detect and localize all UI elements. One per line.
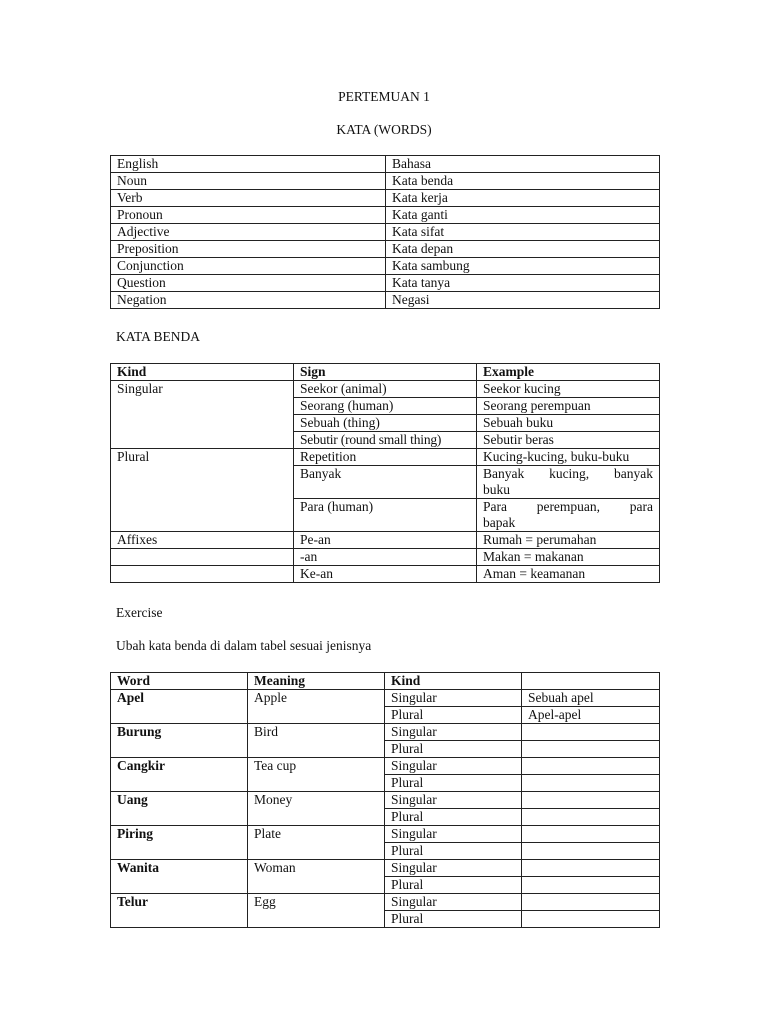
header-cell: Bahasa [386, 156, 660, 173]
table-cell: Adjective [111, 224, 386, 241]
kind-cell: Singular [111, 381, 294, 449]
table-cell: Kata sambung [386, 258, 660, 275]
meaning-cell: Apple [248, 690, 385, 724]
table-row [111, 690, 660, 707]
kind-cell: Singular [385, 724, 522, 741]
table-row [111, 258, 660, 275]
kind-cell: Plural [385, 707, 522, 724]
table-cell: Kata depan [386, 241, 660, 258]
table-header-row [111, 364, 660, 381]
table-cell: Kata sifat [386, 224, 660, 241]
section-heading-kata-benda: KATA BENDA [116, 329, 201, 344]
table-cell: Pronoun [111, 207, 386, 224]
kind-cell: Affixes [111, 532, 294, 549]
answer-cell[interactable] [522, 860, 660, 877]
kind-cell: Singular [385, 860, 522, 877]
table-header-row [111, 156, 660, 173]
example-line: buku [483, 482, 510, 497]
meaning-cell: Tea cup [248, 758, 385, 792]
word-cell: Uang [111, 792, 248, 826]
meaning-cell: Woman [248, 860, 385, 894]
answer-cell[interactable] [522, 894, 660, 911]
kind-cell: Singular [385, 792, 522, 809]
table-row [111, 224, 660, 241]
header-cell [522, 673, 660, 690]
header-cell: Meaning [248, 673, 385, 690]
table-cell: Kata tanya [386, 275, 660, 292]
table-row [111, 826, 660, 843]
table-cell: Kata ganti [386, 207, 660, 224]
example-line: Banyak kucing, banyak [483, 466, 653, 481]
header-cell: Kind [111, 364, 294, 381]
table-cell: Negation [111, 292, 386, 309]
words-table [110, 155, 660, 309]
kind-cell: Plural [111, 449, 294, 532]
example-cell: Seekor kucing [477, 381, 660, 398]
meaning-cell: Money [248, 792, 385, 826]
example-cell: Sebutir beras [477, 432, 660, 449]
table-cell: Question [111, 275, 386, 292]
table-row [111, 758, 660, 775]
exercise-label: Exercise [116, 605, 163, 620]
example-cell: Seorang perempuan [477, 398, 660, 415]
answer-cell[interactable] [522, 741, 660, 758]
answer-cell[interactable] [522, 792, 660, 809]
kind-cell [111, 549, 294, 566]
table-cell: Verb [111, 190, 386, 207]
word-cell: Telur [111, 894, 248, 928]
example-cell [477, 499, 660, 532]
answer-cell[interactable] [522, 809, 660, 826]
sign-cell: Sebuah (thing) [294, 415, 477, 432]
word-cell: Burung [111, 724, 248, 758]
word-cell: Apel [111, 690, 248, 724]
kind-cell: Plural [385, 809, 522, 826]
table-row [111, 275, 660, 292]
kind-cell: Plural [385, 843, 522, 860]
sign-cell: Ke-an [294, 566, 477, 583]
kind-cell: Plural [385, 877, 522, 894]
header-cell: Sign [294, 364, 477, 381]
header-cell: Example [477, 364, 660, 381]
example-cell [477, 466, 660, 499]
table-row [111, 894, 660, 911]
table-row [111, 792, 660, 809]
table-header-row [111, 673, 660, 690]
exercise-table [110, 672, 660, 928]
answer-cell[interactable] [522, 724, 660, 741]
answer-cell[interactable]: Apel-apel [522, 707, 660, 724]
table-cell: Kata kerja [386, 190, 660, 207]
answer-cell[interactable] [522, 758, 660, 775]
sign-cell: Seorang (human) [294, 398, 477, 415]
page-title: PERTEMUAN 1 [338, 89, 430, 104]
example-cell: Makan = makanan [477, 549, 660, 566]
sign-cell: Pe-an [294, 532, 477, 549]
sign-cell: Banyak [294, 466, 477, 499]
kind-cell: Plural [385, 775, 522, 792]
example-cell: Aman = keamanan [477, 566, 660, 583]
table-row [111, 532, 660, 549]
answer-cell[interactable] [522, 775, 660, 792]
meaning-cell: Egg [248, 894, 385, 928]
table-row [111, 381, 660, 398]
header-cell: Word [111, 673, 248, 690]
table-row [111, 241, 660, 258]
kind-cell: Singular [385, 758, 522, 775]
kind-cell [111, 566, 294, 583]
kind-cell: Plural [385, 911, 522, 928]
answer-cell[interactable]: Sebuah apel [522, 690, 660, 707]
sign-cell: Repetition [294, 449, 477, 466]
table-row [111, 566, 660, 583]
example-line: bapak [483, 515, 516, 530]
example-line: Para perempuan, para [483, 499, 653, 514]
table-row [111, 860, 660, 877]
example-cell: Rumah = perumahan [477, 532, 660, 549]
sign-cell: -an [294, 549, 477, 566]
sign-cell: Seekor (animal) [294, 381, 477, 398]
kind-cell: Singular [385, 894, 522, 911]
table-cell: Preposition [111, 241, 386, 258]
answer-cell[interactable] [522, 911, 660, 928]
noun-table [110, 363, 660, 583]
kind-cell: Singular [385, 690, 522, 707]
table-cell: Kata benda [386, 173, 660, 190]
table-row [111, 173, 660, 190]
table-row [111, 549, 660, 566]
table-row [111, 449, 660, 466]
table-cell: Noun [111, 173, 386, 190]
answer-cell[interactable] [522, 843, 660, 860]
answer-cell[interactable] [522, 826, 660, 843]
answer-cell[interactable] [522, 877, 660, 894]
kind-cell: Plural [385, 741, 522, 758]
sign-cell: Para (human) [294, 499, 477, 532]
meaning-cell: Plate [248, 826, 385, 860]
kind-cell: Singular [385, 826, 522, 843]
word-cell: Wanita [111, 860, 248, 894]
table-row [111, 207, 660, 224]
example-cell: Sebuah buku [477, 415, 660, 432]
table-row [111, 724, 660, 741]
meaning-cell: Bird [248, 724, 385, 758]
table-cell: Negasi [386, 292, 660, 309]
sign-cell: Sebutir (round small thing) [294, 432, 477, 449]
table-cell: Conjunction [111, 258, 386, 275]
header-cell: English [111, 156, 386, 173]
word-cell: Cangkir [111, 758, 248, 792]
word-cell: Piring [111, 826, 248, 860]
page-subtitle: KATA (WORDS) [336, 122, 432, 137]
table-row [111, 292, 660, 309]
table-row [111, 190, 660, 207]
exercise-instruction: Ubah kata benda di dalam tabel sesuai jenisnya [116, 638, 372, 653]
header-cell: Kind [385, 673, 522, 690]
example-cell: Kucing-kucing, buku-buku [477, 449, 660, 466]
